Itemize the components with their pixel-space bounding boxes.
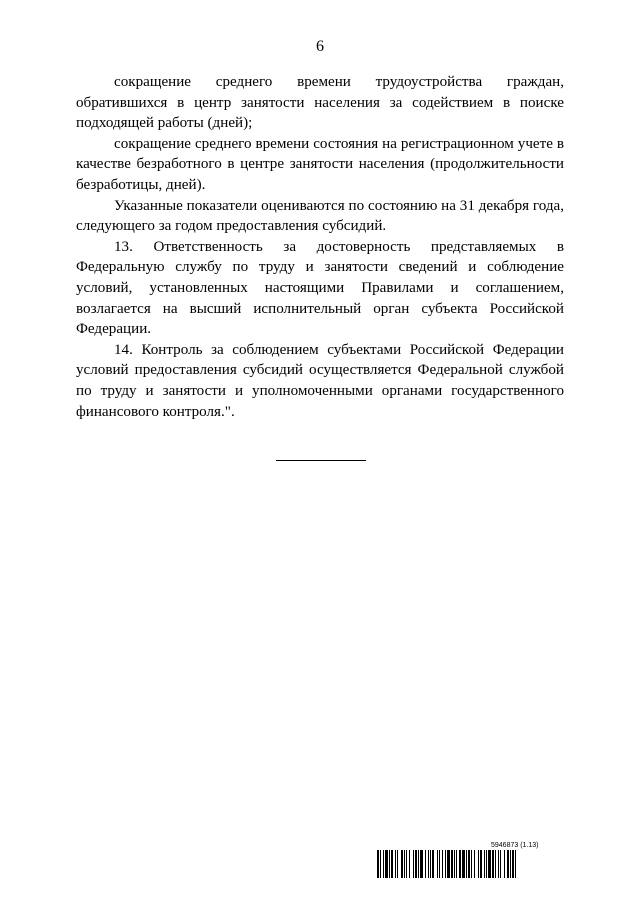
barcode-icon — [377, 850, 589, 878]
page-number: 6 — [316, 38, 324, 55]
paragraph-indicators-evaluation-date: Указанные показатели оцениваются по состоянию на 31 декабря года, следующего за годом предоставления субсидий. — [76, 197, 564, 235]
paragraph-clause-14: 14. Контроль за соблюдением субъектами Российской Федерации условий предоставления субсидий осуществляется Федеральной службой по труду и занятости и уполномоченными органами государственного финансового контроля.". — [76, 341, 564, 420]
paragraph-indicator-employment-time: сокращение среднего времени трудоустройства граждан, обратившихся в центр занятости населения за содействием в поиске подходящей работы (дней); — [76, 74, 564, 132]
document-body — [76, 72, 564, 422]
paragraph-clause-13: 13. Ответственность за достоверность представляемых в Федеральную службу по труду и занятости сведений и соблюдение условий, установленных настоящими Правилами и соглашением, возлагается на высший исполнительный орган субъекта Российской Федерации. — [76, 238, 564, 338]
document-code: 5946873 (1.13) — [491, 842, 539, 849]
paragraph-indicator-unemployment-duration: сокращение среднего времени состояния на регистрационном учете в качестве безработного в центре занятости населения (продолжительности безработицы, дней). — [76, 135, 564, 193]
end-separator-line — [276, 460, 366, 461]
